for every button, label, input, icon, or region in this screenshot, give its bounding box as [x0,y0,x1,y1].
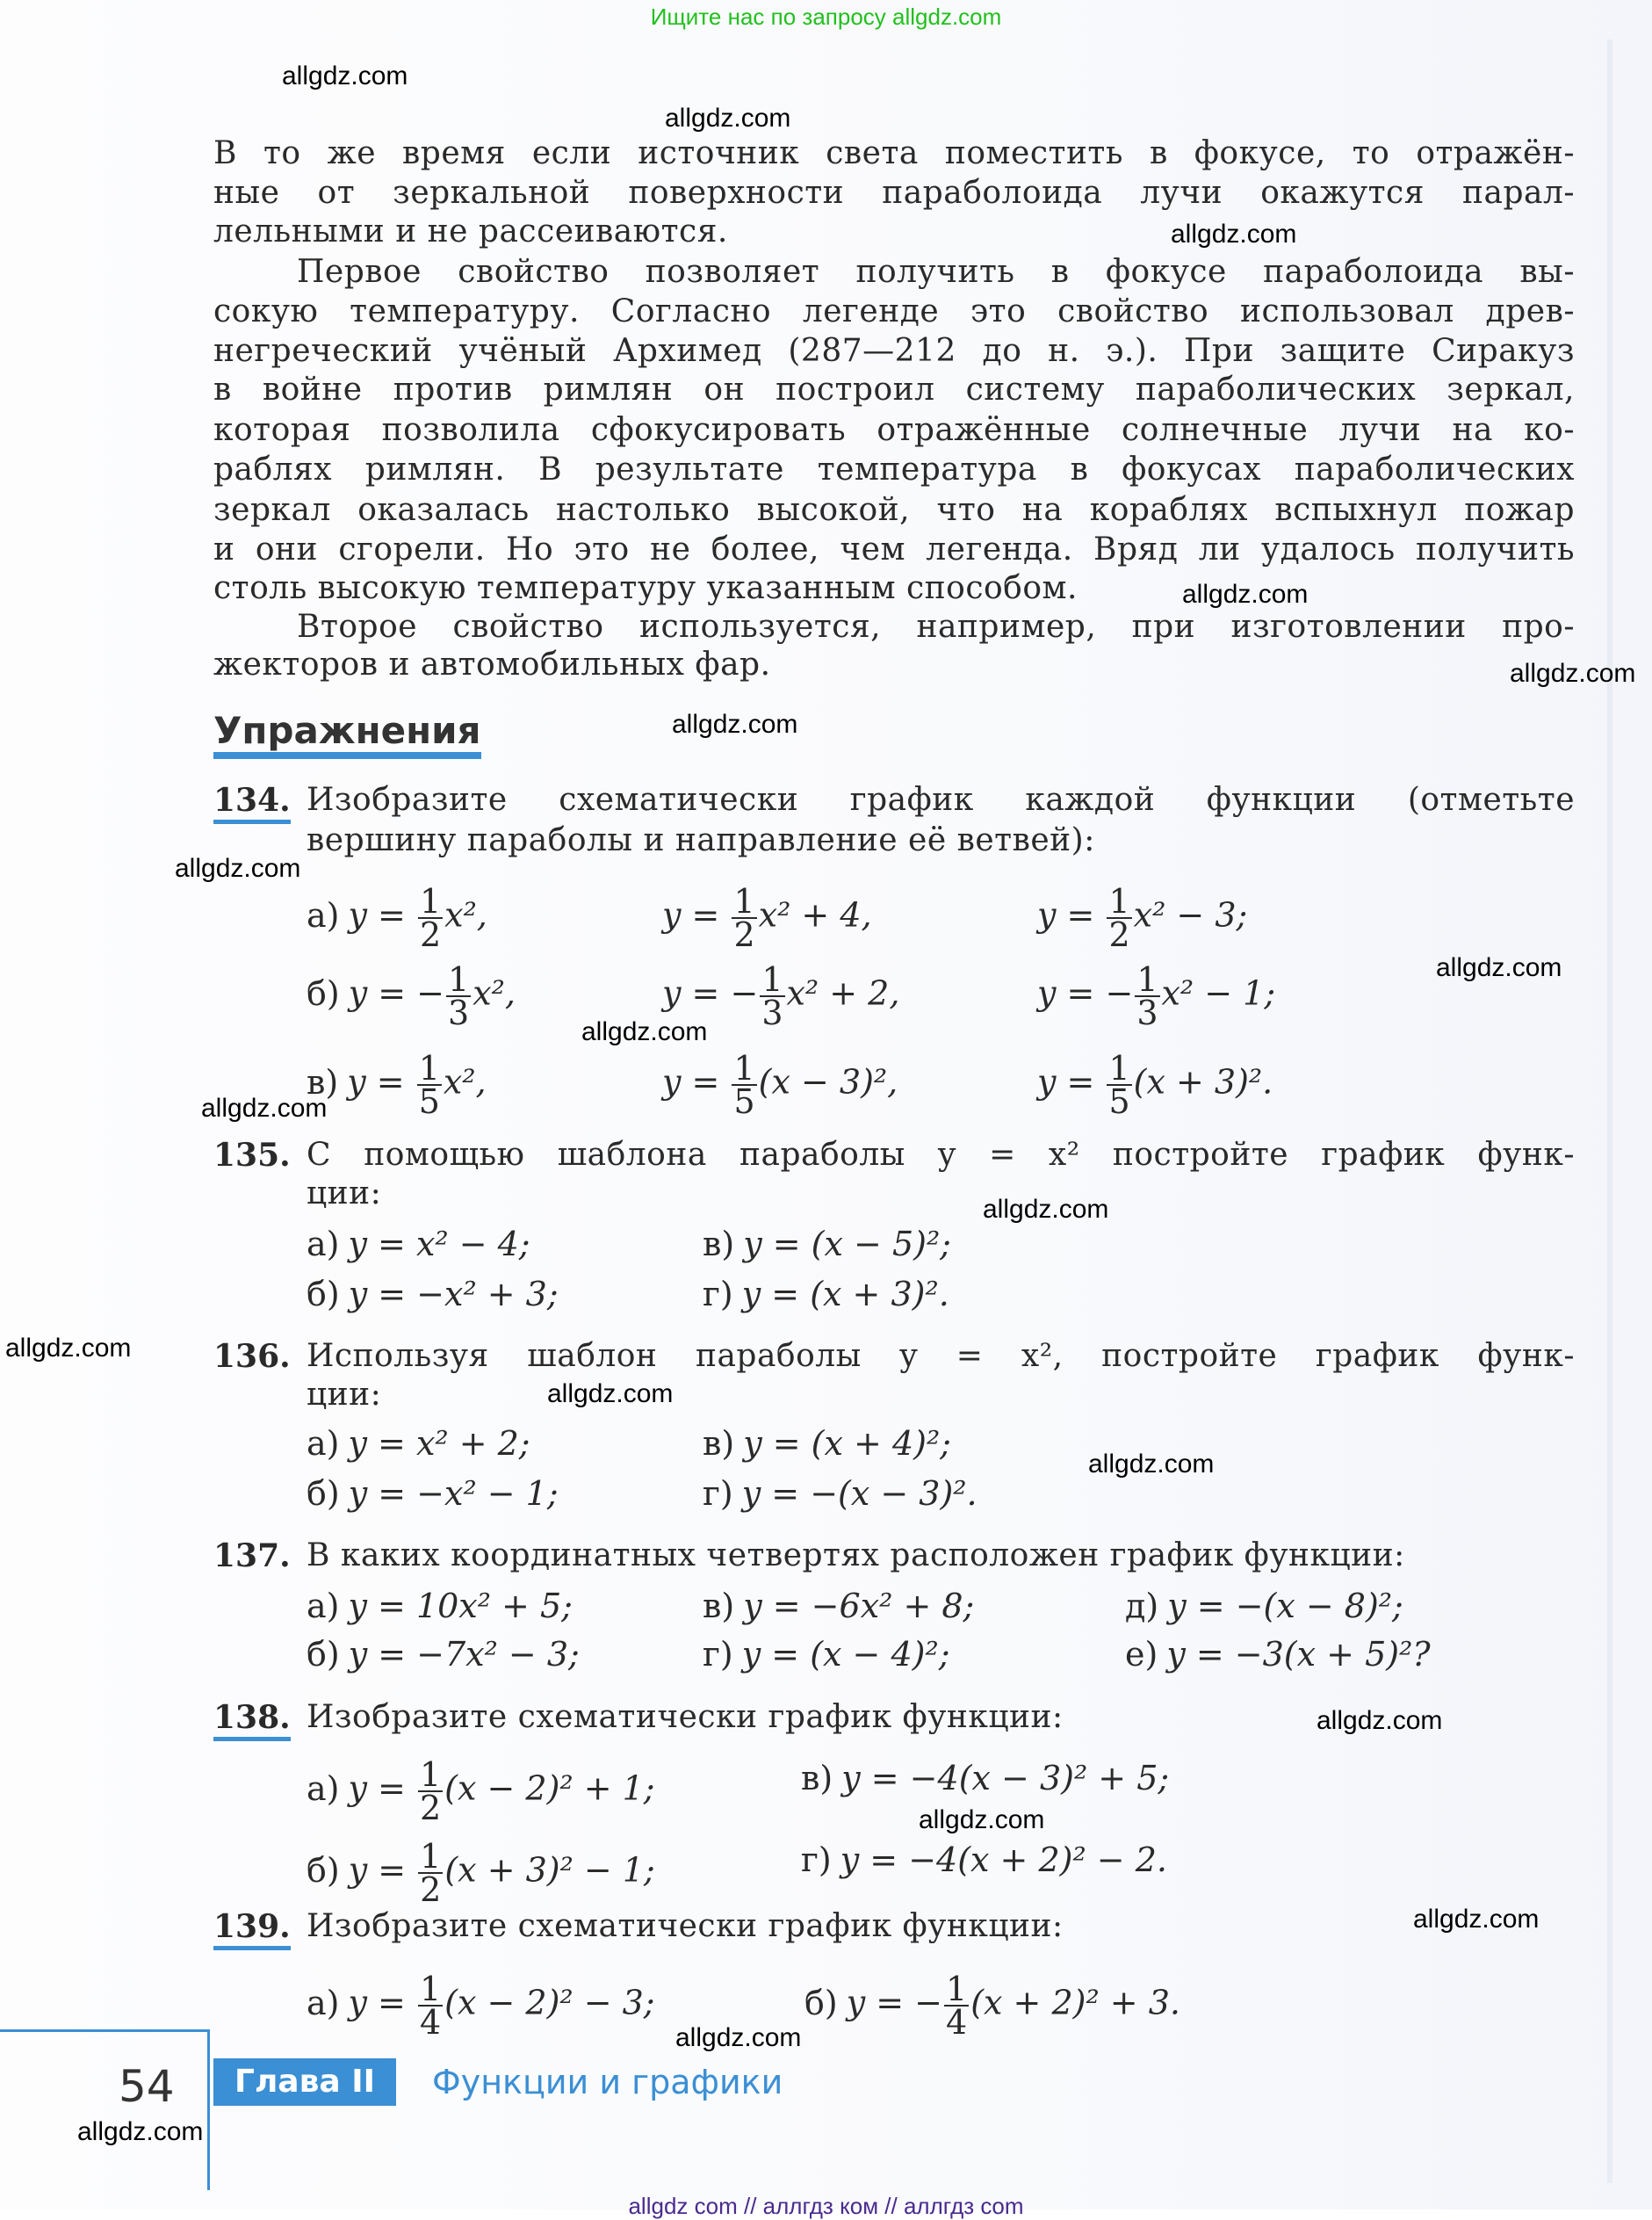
formula-text: x², [443,1062,487,1102]
formula-item [307,1275,559,1313]
fraction [446,960,471,1032]
formula-text: y = [348,1850,417,1890]
item-label: в) [801,1759,833,1797]
formula-text: y = 10x² + 5; [348,1587,573,1625]
formula-text: y = − [348,973,445,1013]
item-label: г) [703,1275,733,1313]
fraction [1107,882,1131,954]
denominator: 5 [1108,1082,1130,1121]
formula-item [703,1424,951,1463]
fraction [418,882,443,954]
formula-text: y = (x + 3)². [741,1275,949,1313]
formula-item [703,1225,951,1263]
watermark: allgdz.com [201,1094,328,1123]
formula-item [1125,1635,1431,1674]
denominator: 2 [1108,915,1130,954]
formula-item [662,1049,898,1121]
item-label: г) [703,1474,733,1513]
chapter-badge: Глава II [213,2058,396,2106]
exercise-text: Изобразите схематически график функции: [307,1908,1064,1944]
watermark: allgdz.com [1413,1905,1540,1934]
formula-text: y = [348,1768,416,1808]
item-label: а) [307,1768,340,1808]
paragraph-line: в войне против римлян он построил систему параболических зеркал, [213,372,1575,408]
formula-text: y = x² − 4; [348,1225,530,1263]
numerator: 1 [419,1755,442,1794]
formula-item [801,1840,1167,1879]
formula-text: y = −(x − 3)². [741,1474,977,1513]
formula-item [804,1970,1180,2042]
exercise-number: 135. [213,1137,291,1174]
formula-text: y = [1037,1062,1106,1102]
fraction [417,1049,442,1121]
exercise-text: ции: [307,1377,382,1413]
watermark: allgdz.com [983,1195,1109,1224]
numerator: 1 [418,1049,440,1088]
numerator: 1 [1108,882,1130,921]
formula-text: (x − 2)² + 1; [444,1768,655,1808]
formula-text: x², [473,973,516,1013]
formula-text: x² + 4, [758,895,872,935]
denominator: 4 [419,2003,442,2042]
formula-text: y = [347,1062,415,1102]
exercise-number: 138. [213,1698,291,1741]
paragraph-line: раблях римлян. В результате температура в фокусах параболических [213,452,1575,488]
paragraph-line: ные от зеркальной поверхности параболоида лучи окажутся парал- [213,175,1575,211]
item-label: б) [307,1275,340,1313]
formula-text: x², [444,895,487,935]
formula-item [307,1474,559,1513]
item-label: в) [307,1062,339,1102]
denominator: 2 [420,1870,442,1909]
paragraph-line: которая позволила сфокусировать отражённые солнечные лучи на ко- [213,412,1575,448]
formula-item [703,1275,949,1313]
formula-text: y = (x − 4)²; [741,1635,950,1674]
denominator: 5 [733,1082,755,1121]
top-banner-link[interactable]: Ищите нас по запросу allgdz.com [650,4,1002,30]
watermark: allgdz.com [547,1379,674,1408]
fraction [1135,960,1159,1032]
watermark: allgdz.com [77,2117,204,2146]
formula-item [662,882,872,954]
exercise-text: С помощью шаблона параболы y = x² постройте график функ- [307,1137,1575,1173]
formula-text: y = [662,1062,731,1102]
formula-item [307,882,487,954]
denominator: 4 [946,2003,968,2042]
exercise-number: 139. [213,1907,291,1950]
exercise-text: вершину параболы и направление её ветвей): [307,822,1095,858]
section-heading: Упражнения [213,710,481,759]
formula-text: (x − 2)² − 3; [444,1983,655,2022]
formula-text: y = −4(x − 3)² + 5; [841,1759,1170,1797]
formula-item [801,1759,1169,1797]
watermark: allgdz.com [1088,1450,1215,1479]
denominator: 2 [733,915,755,954]
item-label: а) [307,895,340,935]
formula-item [1037,882,1248,954]
formula-item [703,1474,977,1513]
formula-item [1037,960,1276,1032]
formula-text: (x + 3)² − 1; [444,1850,655,1890]
formula-text: (x − 3)², [758,1062,898,1102]
item-label: д) [1125,1587,1159,1625]
formula-text: y = [662,895,731,935]
formula-text: (x + 3)². [1133,1062,1273,1102]
fraction [944,1970,969,2042]
watermark: allgdz.com [282,61,408,90]
item-label: а) [307,1225,340,1263]
denominator: 5 [418,1082,440,1121]
exercise-text: В каких координатных четвертях расположен график функции: [307,1537,1405,1573]
watermark: allgdz.com [675,2023,802,2052]
formula-text: x² − 1; [1161,973,1276,1013]
fraction [418,1970,443,2042]
item-label: а) [307,1983,340,2022]
formula-text: x² + 2, [786,973,900,1013]
fraction [1107,1049,1131,1121]
formula-text: y = −3(x + 5)²? [1166,1635,1431,1674]
watermark: allgdz.com [581,1017,708,1046]
watermark: allgdz.com [175,854,301,883]
watermark: allgdz.com [1171,220,1297,249]
formula-text: y = −x² − 1; [348,1474,559,1513]
fraction [732,1049,756,1121]
exercise-text: Изобразите схематически график функции: [307,1699,1064,1735]
formula-item [307,1635,580,1674]
watermark: allgdz.com [672,710,798,739]
fraction [418,1755,443,1827]
formula-item [307,1424,530,1463]
formula-text: y = −6x² + 8; [743,1587,975,1625]
exercise-number: 134. [213,781,291,824]
exercise-text: Используя шаблон параболы y = x², постройте график функ- [307,1338,1575,1374]
paragraph-line: зеркал оказалась настолько высокой, что на кораблях вспыхнул пожар [213,492,1575,528]
watermark: allgdz.com [919,1805,1045,1834]
formula-item [1125,1587,1403,1625]
denominator: 2 [419,1789,442,1827]
formula-item [307,960,516,1032]
paragraph-line: и они сгорели. Но это не более, чем легенда. Вряд ли удалось получить [213,531,1575,568]
watermark: allgdz.com [1510,659,1636,688]
paragraph-line: негреческий учёный Архимед (287—212 до н. э.). При защите Сиракуз [213,333,1575,369]
bottom-banner-link[interactable]: allgdz com // аллгдз ком // аллгдз com [628,2193,1024,2219]
exercise-text: Изобразите схематически график каждой функции (отметьте [307,782,1575,818]
item-label: б) [307,1635,340,1674]
item-label: б) [804,1983,838,2022]
numerator: 1 [946,1970,968,2008]
formula-item [703,1587,974,1625]
watermark: allgdz.com [665,104,791,133]
formula-text: (x + 2)² + 3. [970,1983,1180,2022]
formula-text: y = − [662,973,759,1013]
page-number: 54 [119,2061,175,2112]
item-label: а) [307,1424,340,1463]
numerator: 1 [419,882,442,921]
formula-item [307,1225,530,1263]
item-label: в) [703,1225,735,1263]
exercise-text: ции: [307,1175,382,1211]
paragraph-line: жекторов и автомобильных фар. [213,647,771,683]
numerator: 1 [733,882,755,921]
denominator: 3 [1136,994,1158,1032]
page-edge [1607,40,1612,2183]
formula-item [703,1635,950,1674]
formula-text: y = − [846,1983,943,2022]
item-label: е) [1125,1635,1158,1674]
denominator: 3 [761,994,783,1032]
formula-text: y = (x + 4)²; [743,1424,951,1463]
item-label: б) [307,1474,340,1513]
formula-text: y = [1037,895,1106,935]
item-label: г) [703,1635,733,1674]
paragraph-line: Первое свойство позволяет получить в фокусе параболоида вы- [297,254,1575,290]
denominator: 3 [448,994,470,1032]
numerator: 1 [420,1837,442,1876]
numerator: 1 [733,1049,755,1088]
numerator: 1 [419,1970,442,2008]
formula-text: y = −7x² − 3; [348,1635,580,1674]
numerator: 1 [761,960,783,999]
watermark: allgdz.com [1317,1706,1443,1735]
numerator: 1 [448,960,470,999]
item-label: в) [703,1424,735,1463]
formula-text: x² − 3; [1133,895,1248,935]
watermark: allgdz.com [1182,580,1309,609]
formula-text: y = [348,895,416,935]
item-label: а) [307,1587,340,1625]
paragraph-line: лельными и не рассеиваются. [213,213,728,249]
fraction [732,882,756,954]
formula-text: y = [348,1983,416,2022]
formula-item [307,1587,573,1625]
footer-frame [0,2029,210,2190]
formula-item [1037,1049,1273,1121]
numerator: 1 [1108,1049,1130,1088]
chapter-title: Функции и графики [432,2063,783,2101]
formula-text: y = −4(x + 2)² − 2. [840,1840,1167,1879]
numerator: 1 [1136,960,1158,999]
watermark: allgdz.com [5,1334,132,1363]
formula-text: y = − [1037,973,1134,1013]
formula-text: y = −(x − 8)²; [1167,1587,1403,1625]
item-label: б) [307,973,340,1013]
exercise-number: 137. [213,1537,291,1574]
fraction [418,1837,443,1909]
exercise-number: 136. [213,1338,291,1375]
item-label: в) [703,1587,735,1625]
formula-item [307,1755,655,1827]
formula-text: y = −x² + 3; [348,1275,559,1313]
formula-item [307,1837,655,1909]
paragraph-line: столь высокую температуру указанным способом. [213,570,1078,606]
formula-item [307,1970,655,2042]
item-label: б) [307,1850,340,1890]
paragraph-line: Второе свойство используется, например, при изготовлении про- [297,609,1575,645]
formula-text: y = x² + 2; [348,1424,530,1463]
paragraph-line: В то же время если источник света поместить в фокусе, то отражён- [213,135,1575,171]
item-label: г) [801,1840,832,1879]
formula-item [307,1049,487,1121]
paragraph-line: сокую температуру. Согласно легенде это свойство использовал древ- [213,293,1575,329]
watermark: allgdz.com [1436,953,1562,982]
denominator: 2 [419,915,442,954]
formula-text: y = (x − 5)²; [743,1225,951,1263]
fraction [760,960,784,1032]
